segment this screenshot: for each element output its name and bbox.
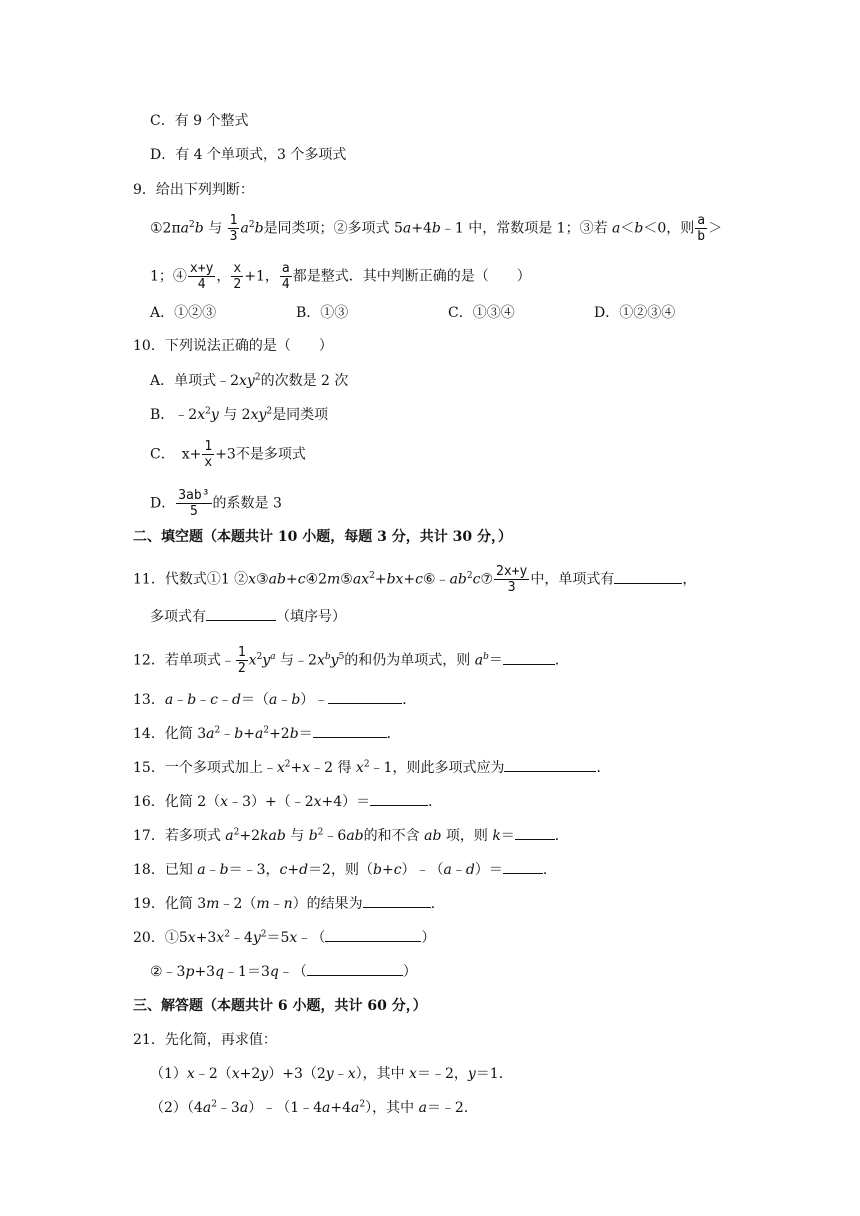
q20-part1: 20．$①5x+3x^2﹣4y^2=5x﹣$（ ）: [133, 927, 435, 948]
q11-line2: 多项式有 （填序号）: [150, 606, 346, 627]
q13: 13．a﹣b﹣c﹣d＝（a﹣b）﹣ ．: [133, 689, 416, 710]
q11-blank-monomials[interactable]: [614, 569, 682, 584]
fraction-3ab3-over-5: $\frac{\text{3ab³}}{5}$: [178, 488, 210, 519]
fraction-one-half: $\frac{1}{2}$: [237, 645, 246, 676]
q15-blank[interactable]: [504, 757, 596, 772]
q9-statement-line2: 1；④ $\frac{x+y}{4}$ ， $\frac{x}{2}$ +1， $\frac{a}{4}$ 都是整式．其中判断正确的是（ ）: [150, 261, 531, 292]
fraction-a-over-b: $\frac{a}{b}$: [697, 213, 706, 244]
q16: 16．化简 2（x﹣3）+（﹣2x+4）＝ ．: [133, 791, 442, 812]
q10-option-a: A．单项式$﹣2xy^2$的次数是 2 次: [150, 372, 349, 389]
q21-stem: 21．先化简，再求值：: [133, 1032, 277, 1048]
fraction-a-over-4: $\frac{a}{4}$: [281, 261, 290, 292]
q14: 14．化简 $3a^2﹣b+a^2+2b=$ ．: [133, 723, 401, 744]
q20-blank-2[interactable]: [307, 961, 403, 976]
q10-option-d: D． $\frac{\text{3ab³}}{5}$ 的系数是 3: [150, 488, 282, 519]
section-3-title: 三、解答题（本题共计 6 小题，共计 60 分，）: [133, 998, 427, 1014]
q12-blank[interactable]: [503, 650, 555, 665]
q10-stem: 10．下列说法正确的是（ ）: [133, 338, 333, 354]
q19: 19．化简 3m﹣2（m﹣n）的结果为 ．: [133, 893, 445, 914]
fraction-x-over-2: $\frac{x}{2}$: [233, 261, 242, 292]
q18: 18．已知 a﹣b＝﹣3，c+d＝2，则（b+c）﹣（a﹣d）＝ ．: [133, 859, 557, 880]
q11-blank-polynomials[interactable]: [206, 606, 276, 621]
q10-option-b: B．$﹣2x^2y$ 与 $2xy^2$是同类项: [150, 406, 329, 423]
q9-option-d: D．①②③④: [594, 305, 676, 321]
q8-option-d: D．有 4 个单项式，3 个多项式: [150, 147, 347, 163]
q20-blank-1[interactable]: [325, 927, 421, 942]
q16-blank[interactable]: [370, 791, 428, 806]
fraction-one-third: $\frac{1}{3}$: [229, 213, 238, 244]
q9-option-b: B．①③: [296, 305, 349, 321]
q15: 15．一个多项式加上$﹣x^2+x﹣2$ 得 $x^2﹣1$，则此多项式应为 ．: [133, 757, 610, 778]
q12: 12．若单项式﹣ $\frac{1}{2}$ $x^2y^a$ 与$﹣2x^by^5$的和仍为单项式，则 $a^b=$ ．: [133, 645, 569, 676]
section-2-title: 二、填空题（本题共计 10 小题，每题 3 分，共计 30 分，）: [133, 529, 512, 545]
q21-part2: $(2)(4a^2﹣3a)﹣(1﹣4a+4a^2)$，其中 a＝﹣2．: [150, 1099, 478, 1116]
q21-part1: （1）x﹣2（x+2y）+3（2y﹣x），其中 x＝﹣2，y＝1．: [150, 1066, 513, 1082]
fraction-xy-over-4: $\frac{x+y}{4}$: [189, 261, 214, 292]
q19-blank[interactable]: [363, 893, 431, 908]
q20-part2: ②﹣3p+3q﹣1＝3q﹣（ ）: [150, 961, 417, 982]
fraction-one-over-x: $\frac{1}{x}$: [204, 439, 213, 470]
q17: 17．若多项式 $a^2+2kab$ 与 $b^2﹣6ab$的和不含 ab 项，则 k＝ ．: [133, 825, 569, 846]
q17-blank[interactable]: [515, 825, 555, 840]
q8-option-c: C．有 9 个整式: [150, 113, 249, 129]
q9-stem: 9．给出下列判断：: [133, 182, 254, 198]
q14-blank[interactable]: [313, 723, 387, 738]
q18-blank[interactable]: [503, 859, 543, 874]
q13-blank[interactable]: [328, 689, 402, 704]
q11-line1: 11．代数式①1 $②x③ab+c④2m⑤ax^2+bx+c⑥﹣ab^2c⑦$ $\frac{2x+y}{3}$ 中，单项式有 ，: [133, 564, 697, 595]
fraction-2xy-over-3: $\frac{2x+y}{3}$: [496, 564, 528, 595]
q9-option-a: A．①②③: [150, 305, 217, 321]
q9-option-c: C．①③④: [448, 305, 515, 321]
q10-option-c: C． x+ $\frac{1}{x}$ +3不是多项式: [150, 439, 306, 470]
q9-statement-line1: $①2\pi a^2b$ 与 $\frac{1}{3}$ $a^2b$是同类项；②多项式 5a+4b﹣1 中，常数项是 1；③若 a＜b＜0，则 $\frac{a}{b}$ ＞: [150, 213, 723, 244]
